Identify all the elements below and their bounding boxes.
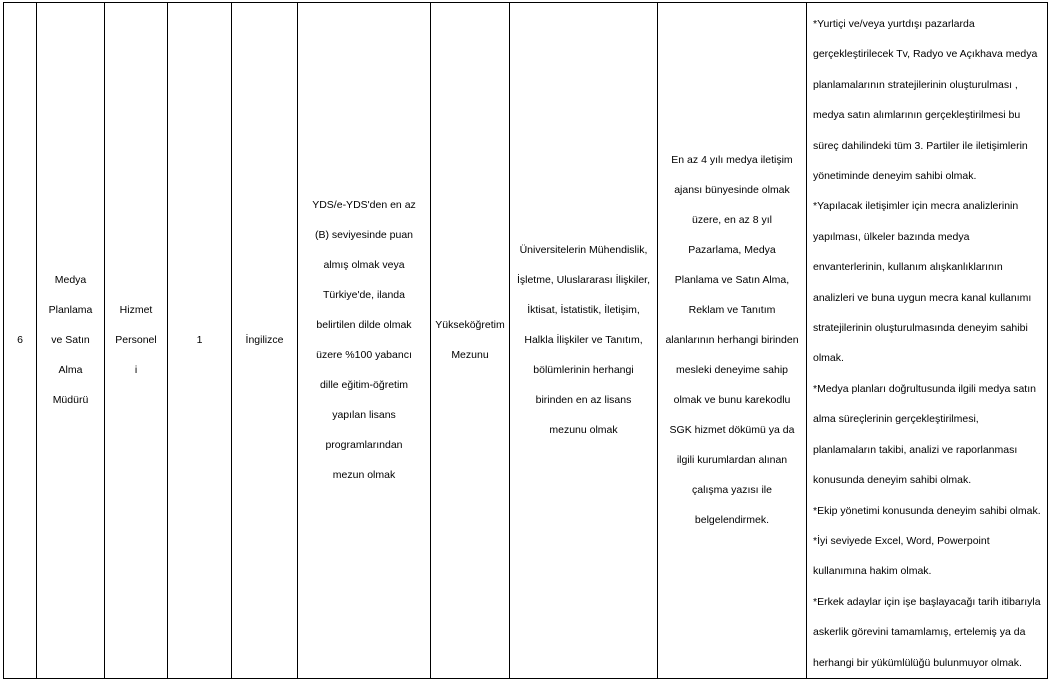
experience-cell: En az 4 yılı medya iletişim ajansı bünyesinde olmak üzere, en az 8 yıl Pazarlama, Medya Planlama ve Satın Alma, Reklam ve Tanıtım alanlarının herhangi birinden mesleki deneyime sahip olmak ve bunu karekodlu SGK hizmet dökümü ya da ilgili kurumlardan alınan çalışma yazısı ile belgelendirmek. — [658, 3, 807, 679]
position-cell: Medya Planlama ve Satın Alma Müdürü — [37, 3, 105, 679]
education-level-cell: Yükseköğretim Mezunu — [431, 3, 510, 679]
language-cell: İngilizce — [232, 3, 298, 679]
qualification-item: *Ekip yönetimi konusunda deneyim sahibi olmak. — [813, 504, 1041, 517]
language-requirement-cell: YDS/e-YDS'den en az (B) seviyesinde puan almış olmak veya Türkiye'de, ilanda belirtilen dilde olmak üzere %100 yabancı dille eğitim-öğretim yapılan lisans programlarından mezun olmak — [298, 3, 431, 679]
qualifications-cell — [807, 3, 1048, 679]
qualification-item: *Erkek adaylar için işe başlayacağı tarih itibarıyla askerlik görevini tamamlamış, ertelemiş ya da herhangi bir yükümlülüğü bulunmuyor olmak. — [813, 595, 1041, 669]
count-cell: 1 — [168, 3, 232, 679]
qualification-item: *Yapılacak iletişimler için mecra analizlerinin yapılması, ülkeler bazında medya envanterlerinin, kullanım alışkanlıklarının analizleri ve buna uygun mecra kanal kullanımı stratejilerinin oluşturulmasında deneyim sahibi olmak. — [813, 200, 1032, 365]
qualification-item: *Medya planları doğrultusunda ilgili medya satın alma süreçlerinin gerçekleştirilmesi, planlamaların takibi, analizi ve raporlanması konusunda deneyim sahibi olmak. — [813, 382, 1036, 487]
table-row — [4, 3, 1048, 679]
personnel-type-cell: Hizmet Personeli — [105, 3, 168, 679]
qualification-item: *Yurtiçi ve/veya yurtdışı pazarlarda gerçekleştirilecek Tv, Radyo ve Açıkhava medya planlamalarının stratejilerinin oluşturulması , medya satın alımlarının gerçekleştirilmesi bu süreç dahilindeki tüm 3. Partiler ile iletişimlerin yönetiminde deneyim sahibi olmak. — [813, 18, 1038, 183]
job-requirements-table — [3, 2, 1048, 679]
qualification-item: *İyi seviyede Excel, Word, Powerpoint kullanımına hakim olmak. — [813, 534, 990, 578]
row-number-cell: 6 — [4, 3, 37, 679]
education-fields-cell: Üniversitelerin Mühendislik, İşletme, Uluslararası İlişkiler, İktisat, İstatistik, İletişim, Halkla İlişkiler ve Tanıtım, bölümlerinin herhangi birinden en az lisans mezunu olmak — [510, 3, 658, 679]
